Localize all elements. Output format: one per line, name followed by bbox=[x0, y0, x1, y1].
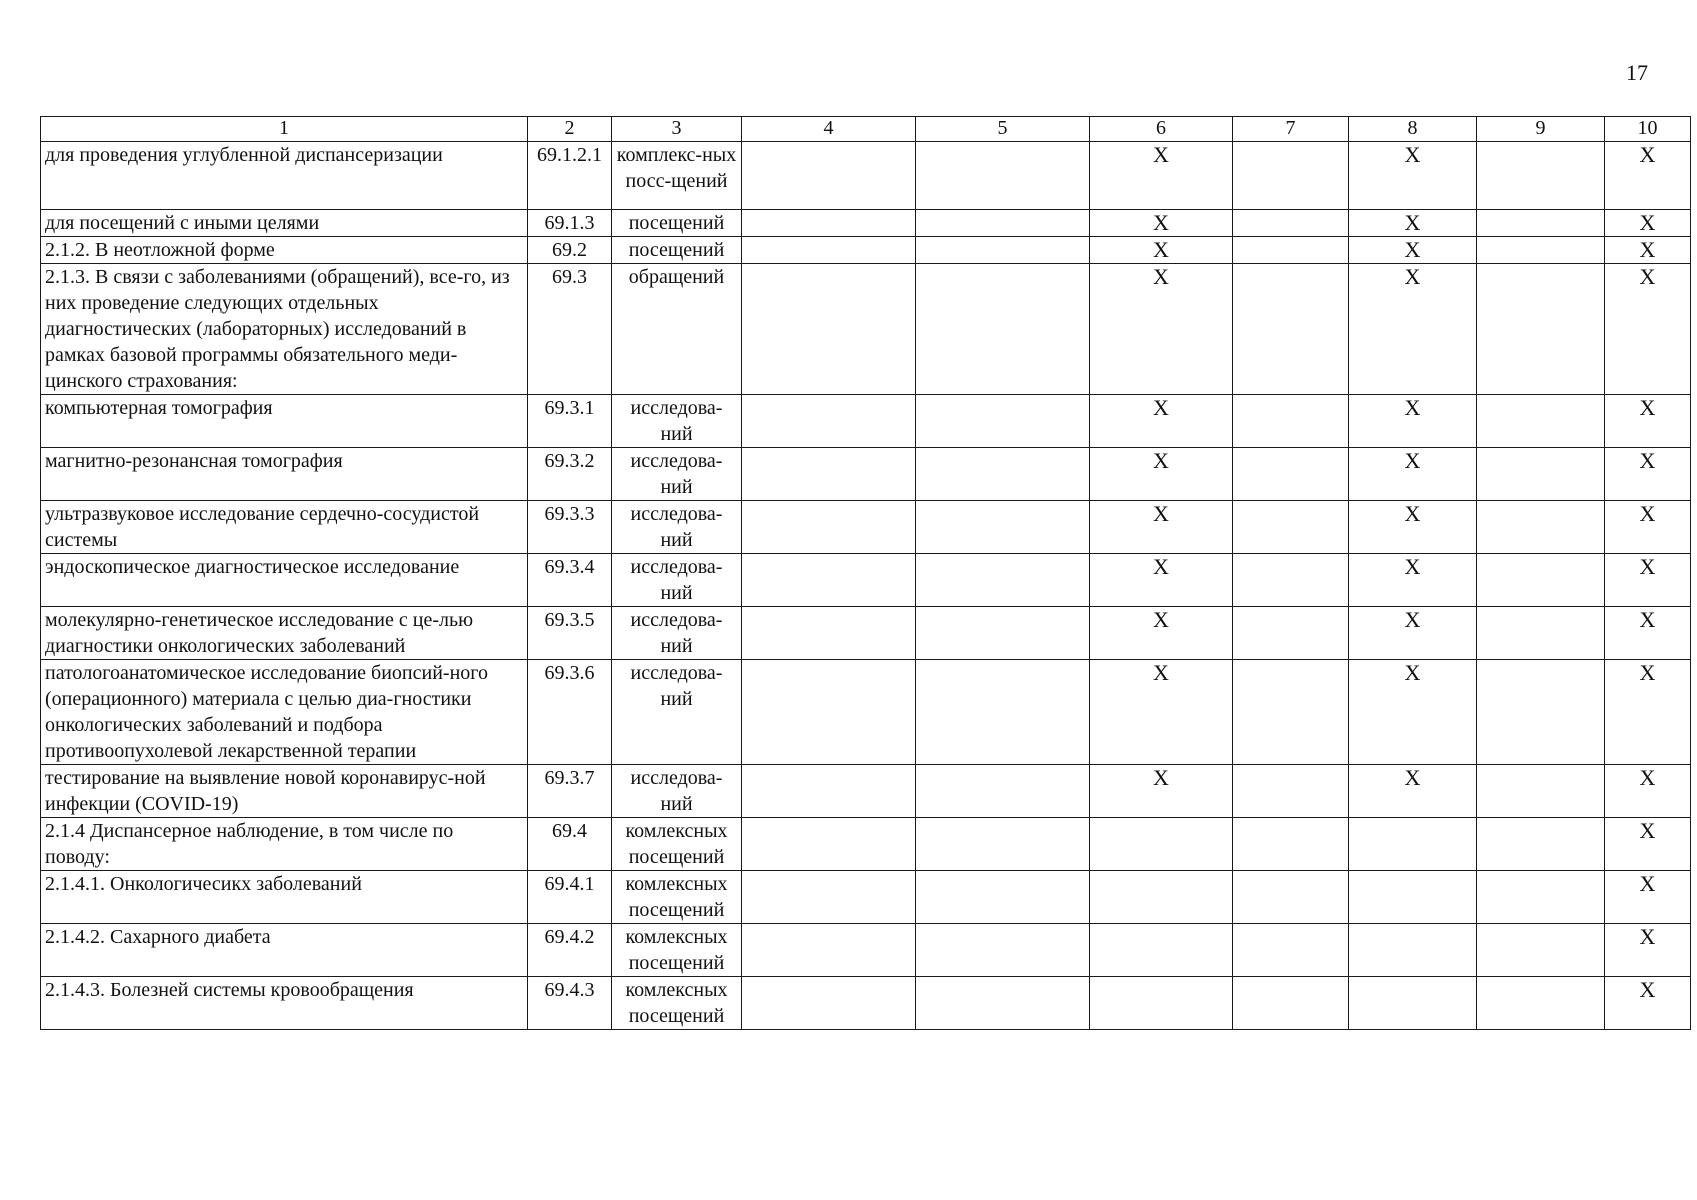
col8-cell: X bbox=[1349, 607, 1477, 660]
table-row bbox=[41, 264, 1691, 395]
row-code-cell: 69.1.2.1 bbox=[528, 142, 612, 210]
column-header: 7 bbox=[1233, 117, 1349, 142]
col9-cell bbox=[1477, 765, 1605, 818]
table-row bbox=[41, 977, 1691, 1030]
col4-cell bbox=[742, 607, 916, 660]
col7-cell bbox=[1233, 142, 1349, 210]
col9-cell bbox=[1477, 554, 1605, 607]
col4-cell bbox=[742, 871, 916, 924]
col10-cell: X bbox=[1605, 554, 1691, 607]
col4-cell bbox=[742, 501, 916, 554]
col6-cell: X bbox=[1090, 607, 1233, 660]
col10-cell: X bbox=[1605, 765, 1691, 818]
col10-cell: X bbox=[1605, 264, 1691, 395]
col8-cell: X bbox=[1349, 237, 1477, 264]
row-unit-cell: комлексных посещений bbox=[612, 977, 742, 1030]
col9-cell bbox=[1477, 264, 1605, 395]
row-unit-cell: комлексных посещений bbox=[612, 924, 742, 977]
col10-cell: X bbox=[1605, 818, 1691, 871]
page-number: 17 bbox=[1626, 60, 1648, 85]
col4-cell bbox=[742, 977, 916, 1030]
col10-cell: X bbox=[1605, 142, 1691, 210]
row-code-cell: 69.3.2 bbox=[528, 448, 612, 501]
row-code-cell: 69.1.3 bbox=[528, 210, 612, 237]
col6-cell: X bbox=[1090, 395, 1233, 448]
col6-cell: X bbox=[1090, 142, 1233, 210]
col8-cell: X bbox=[1349, 660, 1477, 765]
column-header: 5 bbox=[916, 117, 1090, 142]
col8-cell: X bbox=[1349, 395, 1477, 448]
col9-cell bbox=[1477, 818, 1605, 871]
table-body bbox=[41, 117, 1691, 1030]
col6-cell bbox=[1090, 871, 1233, 924]
column-header: 2 bbox=[528, 117, 612, 142]
col10-cell: X bbox=[1605, 977, 1691, 1030]
col6-cell bbox=[1090, 924, 1233, 977]
table-row bbox=[41, 395, 1691, 448]
col8-cell bbox=[1349, 818, 1477, 871]
row-code-cell: 69.3.3 bbox=[528, 501, 612, 554]
col8-cell bbox=[1349, 924, 1477, 977]
col10-cell: X bbox=[1605, 607, 1691, 660]
row-code-cell: 69.4.1 bbox=[528, 871, 612, 924]
col6-cell bbox=[1090, 818, 1233, 871]
row-name-cell: тестирование на выявление новой коронавирус-ной инфекции (COVID-19) bbox=[41, 765, 528, 818]
col4-cell bbox=[742, 264, 916, 395]
data-table bbox=[40, 116, 1691, 1030]
col5-cell bbox=[916, 554, 1090, 607]
col6-cell: X bbox=[1090, 554, 1233, 607]
col9-cell bbox=[1477, 395, 1605, 448]
col7-cell bbox=[1233, 818, 1349, 871]
col6-cell: X bbox=[1090, 765, 1233, 818]
col7-cell bbox=[1233, 237, 1349, 264]
table-row bbox=[41, 210, 1691, 237]
col7-cell bbox=[1233, 395, 1349, 448]
row-unit-cell: посещений bbox=[612, 237, 742, 264]
col7-cell bbox=[1233, 264, 1349, 395]
col8-cell: X bbox=[1349, 501, 1477, 554]
column-header: 3 bbox=[612, 117, 742, 142]
col4-cell bbox=[742, 765, 916, 818]
row-unit-cell: комлексных посещений bbox=[612, 818, 742, 871]
col7-cell bbox=[1233, 924, 1349, 977]
table-row bbox=[41, 554, 1691, 607]
col7-cell bbox=[1233, 607, 1349, 660]
row-name-cell: 2.1.4.3. Болезней системы кровообращения bbox=[41, 977, 528, 1030]
row-name-cell: для посещений с иными целями bbox=[41, 210, 528, 237]
col4-cell bbox=[742, 395, 916, 448]
col8-cell: X bbox=[1349, 264, 1477, 395]
col10-cell: X bbox=[1605, 210, 1691, 237]
col5-cell bbox=[916, 237, 1090, 264]
col8-cell: X bbox=[1349, 210, 1477, 237]
col5-cell bbox=[916, 142, 1090, 210]
col7-cell bbox=[1233, 448, 1349, 501]
col4-cell bbox=[742, 924, 916, 977]
col6-cell: X bbox=[1090, 501, 1233, 554]
col8-cell: X bbox=[1349, 448, 1477, 501]
col4-cell bbox=[742, 554, 916, 607]
column-header: 1 bbox=[41, 117, 528, 142]
col7-cell bbox=[1233, 871, 1349, 924]
row-name-cell: патологоанатомическое исследование биопсий-ного (операционного) материала с целью диа-гностики онкологических заболеваний и подбора противоопухолевой лекарственной терапии bbox=[41, 660, 528, 765]
col5-cell bbox=[916, 765, 1090, 818]
col9-cell bbox=[1477, 924, 1605, 977]
col7-cell bbox=[1233, 210, 1349, 237]
table-row bbox=[41, 924, 1691, 977]
col9-cell bbox=[1477, 448, 1605, 501]
column-header: 8 bbox=[1349, 117, 1477, 142]
row-name-cell: 2.1.2. В неотложной форме bbox=[41, 237, 528, 264]
col9-cell bbox=[1477, 660, 1605, 765]
col6-cell: X bbox=[1090, 210, 1233, 237]
row-code-cell: 69.3.6 bbox=[528, 660, 612, 765]
col4-cell bbox=[742, 210, 916, 237]
row-code-cell: 69.3.7 bbox=[528, 765, 612, 818]
col6-cell: X bbox=[1090, 264, 1233, 395]
row-unit-cell: исследова-ний bbox=[612, 660, 742, 765]
row-unit-cell: исследова-ний bbox=[612, 607, 742, 660]
col4-cell bbox=[742, 237, 916, 264]
table-row bbox=[41, 607, 1691, 660]
table-row bbox=[41, 448, 1691, 501]
column-header: 10 bbox=[1605, 117, 1691, 142]
col9-cell bbox=[1477, 237, 1605, 264]
row-code-cell: 69.4.2 bbox=[528, 924, 612, 977]
row-name-cell: эндоскопическое диагностическое исследование bbox=[41, 554, 528, 607]
col9-cell bbox=[1477, 210, 1605, 237]
row-unit-cell: исследова-ний bbox=[612, 765, 742, 818]
col5-cell bbox=[916, 395, 1090, 448]
table-row bbox=[41, 237, 1691, 264]
col4-cell bbox=[742, 448, 916, 501]
row-code-cell: 69.4.3 bbox=[528, 977, 612, 1030]
col8-cell: X bbox=[1349, 142, 1477, 210]
col6-cell: X bbox=[1090, 448, 1233, 501]
row-name-cell: магнитно-резонансная томография bbox=[41, 448, 528, 501]
col10-cell: X bbox=[1605, 660, 1691, 765]
row-unit-cell: комплекс-ных посс-щений bbox=[612, 142, 742, 210]
row-unit-cell: обращений bbox=[612, 264, 742, 395]
col10-cell: X bbox=[1605, 237, 1691, 264]
col10-cell: X bbox=[1605, 448, 1691, 501]
row-unit-cell: исследова-ний bbox=[612, 448, 742, 501]
col7-cell bbox=[1233, 660, 1349, 765]
col9-cell bbox=[1477, 607, 1605, 660]
col7-cell bbox=[1233, 977, 1349, 1030]
row-name-cell: 2.1.4 Диспансерное наблюдение, в том числе по поводу: bbox=[41, 818, 528, 871]
col5-cell bbox=[916, 871, 1090, 924]
col6-cell: X bbox=[1090, 237, 1233, 264]
col10-cell: X bbox=[1605, 501, 1691, 554]
row-code-cell: 69.4 bbox=[528, 818, 612, 871]
table-row bbox=[41, 660, 1691, 765]
col5-cell bbox=[916, 660, 1090, 765]
row-name-cell: ультразвуковое исследование сердечно-сосудистой системы bbox=[41, 501, 528, 554]
col10-cell: X bbox=[1605, 924, 1691, 977]
col9-cell bbox=[1477, 501, 1605, 554]
row-unit-cell: исследова-ний bbox=[612, 395, 742, 448]
row-name-cell: молекулярно-генетическое исследование с це-лью диагностики онкологических заболеваний bbox=[41, 607, 528, 660]
col4-cell bbox=[742, 818, 916, 871]
col9-cell bbox=[1477, 142, 1605, 210]
row-name-cell: 2.1.3. В связи с заболеваниями (обращений), все-го, из них проведение следующих отдельных диагностических (лабораторных) исследований в рамках базовой программы обязательного меди-цинского страхования: bbox=[41, 264, 528, 395]
col6-cell: X bbox=[1090, 660, 1233, 765]
col4-cell bbox=[742, 660, 916, 765]
row-name-cell: компьютерная томография bbox=[41, 395, 528, 448]
col7-cell bbox=[1233, 501, 1349, 554]
row-code-cell: 69.3.5 bbox=[528, 607, 612, 660]
row-unit-cell: исследова-ний bbox=[612, 501, 742, 554]
col5-cell bbox=[916, 977, 1090, 1030]
col10-cell: X bbox=[1605, 871, 1691, 924]
col9-cell bbox=[1477, 977, 1605, 1030]
table-row bbox=[41, 818, 1691, 871]
col5-cell bbox=[916, 501, 1090, 554]
row-code-cell: 69.3 bbox=[528, 264, 612, 395]
col8-cell: X bbox=[1349, 554, 1477, 607]
col8-cell bbox=[1349, 977, 1477, 1030]
col5-cell bbox=[916, 210, 1090, 237]
col6-cell bbox=[1090, 977, 1233, 1030]
col7-cell bbox=[1233, 765, 1349, 818]
col5-cell bbox=[916, 818, 1090, 871]
col4-cell bbox=[742, 142, 916, 210]
table-row bbox=[41, 142, 1691, 210]
col8-cell: X bbox=[1349, 765, 1477, 818]
row-name-cell: для проведения углубленной диспансеризации bbox=[41, 142, 528, 210]
row-code-cell: 69.3.4 bbox=[528, 554, 612, 607]
col9-cell bbox=[1477, 871, 1605, 924]
col5-cell bbox=[916, 448, 1090, 501]
row-code-cell: 69.3.1 bbox=[528, 395, 612, 448]
row-unit-cell: посещений bbox=[612, 210, 742, 237]
column-header: 4 bbox=[742, 117, 916, 142]
row-unit-cell: комлексных посещений bbox=[612, 871, 742, 924]
col5-cell bbox=[916, 264, 1090, 395]
row-unit-cell: исследова-ний bbox=[612, 554, 742, 607]
col5-cell bbox=[916, 607, 1090, 660]
col5-cell bbox=[916, 924, 1090, 977]
column-header: 6 bbox=[1090, 117, 1233, 142]
row-name-cell: 2.1.4.2. Сахарного диабета bbox=[41, 924, 528, 977]
col7-cell bbox=[1233, 554, 1349, 607]
row-code-cell: 69.2 bbox=[528, 237, 612, 264]
table-row bbox=[41, 765, 1691, 818]
table-row bbox=[41, 501, 1691, 554]
table-row bbox=[41, 871, 1691, 924]
row-name-cell: 2.1.4.1. Онкологичесикх заболеваний bbox=[41, 871, 528, 924]
column-header: 9 bbox=[1477, 117, 1605, 142]
col10-cell: X bbox=[1605, 395, 1691, 448]
column-number-header-row bbox=[41, 117, 1691, 142]
col8-cell bbox=[1349, 871, 1477, 924]
